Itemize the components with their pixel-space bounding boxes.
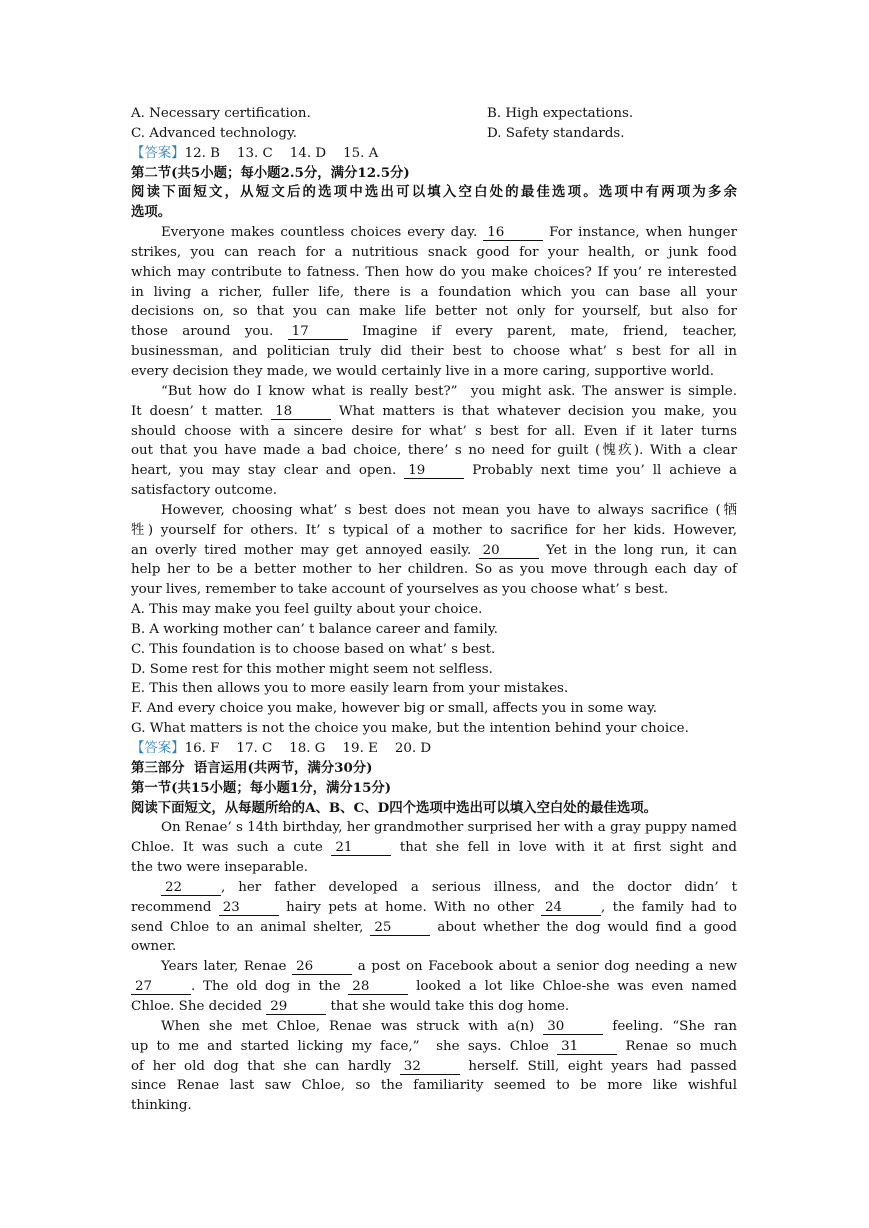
passage3-paragraph-3	[131, 957, 737, 1017]
answer-label: 【答案】	[131, 741, 185, 756]
blank-21: 21	[331, 840, 391, 856]
answer-label: 【答案】	[131, 145, 185, 161]
text-segment: up to me and started licking my face,” she says. Chloe	[131, 1038, 558, 1054]
blank-31: 31	[557, 1039, 617, 1055]
paragraph-line	[131, 918, 737, 938]
passage3-paragraph-2	[131, 878, 737, 957]
blank-23: 23	[219, 900, 279, 916]
option-item: F. And every choice you make, however big or small, affects you in some way.	[131, 701, 658, 717]
paragraph-line	[131, 461, 737, 481]
paragraph-line	[131, 937, 737, 957]
text-segment: strikes, you can reach for a nutritious snack good for your health, or junk food	[131, 244, 737, 260]
text-segment: looked a lot like Chloe-she was even named	[408, 979, 737, 995]
blank-22: 22	[161, 880, 221, 896]
text-segment: When she met Chloe, Renae was struck with a(n)	[161, 1018, 544, 1034]
paragraph-line	[131, 521, 737, 541]
paragraph-line	[131, 977, 737, 997]
paragraph-line	[131, 342, 737, 362]
blank-26: 26	[292, 959, 352, 975]
paragraph-line	[131, 838, 737, 858]
text-segment: For instance, when hunger	[543, 225, 737, 241]
text-segment: which may contribute to fatness. Then how do you make choices? If you’ re interested	[131, 264, 737, 280]
paragraph-line	[131, 818, 737, 838]
option-b: B. High expectations.	[487, 106, 634, 121]
paragraph-line	[131, 223, 737, 243]
blank-17: 17	[288, 324, 348, 340]
text-segment: recommend	[131, 899, 219, 915]
blank-30: 30	[543, 1019, 603, 1035]
blank-16: 16	[483, 225, 543, 241]
blank-20: 20	[479, 543, 539, 559]
text-segment: thinking.	[131, 1098, 192, 1114]
text-segment: an overly tired mother may get annoyed easily.	[131, 542, 479, 558]
blank-24: 24	[541, 900, 601, 916]
answer-key-1	[131, 144, 737, 164]
option-c: C. Advanced technology.	[131, 125, 298, 141]
paragraph-line	[131, 501, 737, 521]
text-segment: that she would take this dog home.	[326, 998, 570, 1014]
text-segment: Chloe. She decided	[131, 998, 267, 1014]
text-segment: satisfactory outcome.	[131, 483, 278, 499]
section2-instruction-line2: 选项。	[131, 204, 172, 221]
paragraph-line	[131, 957, 737, 977]
paragraph-line	[131, 858, 737, 878]
paragraph-line	[131, 441, 737, 461]
paragraph-line	[131, 580, 737, 600]
paragraph-line	[131, 560, 737, 580]
paragraph-line	[131, 1076, 737, 1096]
answer-key-2	[131, 739, 737, 759]
text-segment: On Renae’ s 14th birthday, her grandmother surprised her with a gray puppy named	[161, 820, 737, 836]
text-segment: . The old dog in the	[191, 979, 349, 995]
answer-text: 12. B 13. C 14. D 15. A	[184, 145, 379, 161]
text-segment: Probably next time you’ ll achieve a	[464, 463, 737, 479]
text-segment: It doesn’ t matter.	[131, 403, 272, 419]
blank-32: 32	[400, 1059, 460, 1075]
text-segment: about whether the dog would find a good	[430, 919, 737, 935]
paragraph-line	[131, 997, 737, 1017]
options-row-cd	[131, 124, 737, 144]
text-segment: businessman, and politician truly did their best to choose what’ s best for all in	[131, 344, 737, 360]
section2-heading: 第二节(共5小题；每小题2.5分，满分12.5分)	[131, 164, 410, 181]
section2-options	[131, 600, 737, 739]
text-segment: that she fell in love with it at first sight and	[391, 840, 737, 856]
text-segment: However, choosing what’ s best does not mean you have to always sacrifice (牺	[161, 502, 737, 518]
part3-instruction: 阅读下面短文，从每题所给的A、B、C、D四个选项中选出可以填入空白处的最佳选项。	[131, 799, 658, 816]
paragraph-line	[131, 481, 737, 501]
paragraph-line	[131, 302, 737, 322]
paragraph-line	[131, 422, 737, 442]
text-segment: 牲) yourself for others. It’ s typical of a mother to sacrifice for her kids. However,	[131, 522, 737, 538]
paragraph-line	[131, 243, 737, 263]
paragraph-line	[131, 263, 737, 283]
text-segment: those around you.	[131, 324, 288, 340]
text-segment: “But how do I know what is really best?” you might ask. The answer is simple.	[161, 383, 737, 399]
paragraph-line	[131, 283, 737, 303]
text-segment: herself. Still, eight years had passed	[459, 1058, 738, 1074]
text-segment: hairy pets at home. With no other	[278, 899, 542, 915]
option-item: B. A working mother can’ t balance career and family.	[131, 621, 498, 637]
blank-18: 18	[271, 404, 331, 420]
option-item: A. This may make you feel guilty about your choice.	[131, 602, 483, 618]
text-segment: in living a richer, fuller life, there is a foundation which you can base all your	[131, 284, 737, 300]
blank-28: 28	[348, 979, 408, 995]
text-segment: What matters is that whatever decision you make, you	[331, 403, 737, 419]
blank-19: 19	[404, 463, 464, 479]
part3-sub-heading: 第一节(共15小题；每小题1分，满分15分)	[131, 779, 392, 796]
option-item: E. This then allows you to more easily learn from your mistakes.	[131, 681, 569, 697]
text-segment: Imagine if every parent, mate, friend, teacher,	[347, 324, 737, 340]
passage2-paragraph-1	[131, 223, 737, 382]
text-segment: Yet in the long run, it can	[538, 542, 737, 558]
text-segment: Everyone makes countless choices every day.	[161, 225, 484, 241]
text-segment: a post on Facebook about a senior dog needing a new	[352, 959, 737, 975]
passage2-paragraph-2	[131, 382, 737, 501]
text-segment: owner.	[131, 939, 177, 955]
paragraph-line	[131, 1037, 737, 1057]
paragraph-line	[131, 1096, 737, 1116]
paragraph-line	[131, 898, 737, 918]
paragraph-line	[131, 1057, 737, 1077]
document-page	[131, 104, 737, 1116]
option-item: G. What matters is not the choice you make, but the intention behind your choice.	[131, 721, 689, 737]
option-item: C. This foundation is to choose based on what’ s best.	[131, 641, 496, 657]
text-segment: feeling. “She ran	[603, 1018, 738, 1034]
text-segment: help her to be a better mother to her children. So as you move through each day of	[131, 562, 737, 578]
text-segment: Renae so much	[617, 1038, 737, 1054]
text-segment: since Renae last saw Chloe, so the familiarity seemed to be more like wishful	[131, 1078, 737, 1094]
text-segment: send Chloe to an animal shelter,	[131, 919, 371, 935]
text-segment: out that you have made a bad choice, there’ s no need for guilt (愧疚). With a clear	[131, 443, 737, 459]
paragraph-line	[131, 382, 737, 402]
text-segment: Chloe. It was such a cute	[131, 840, 332, 856]
paragraph-line	[131, 1017, 737, 1037]
passage3-paragraph-1	[131, 818, 737, 878]
text-segment: , her father developed a serious illness, and the doctor didn’ t	[221, 879, 737, 895]
paragraph-line	[131, 402, 737, 422]
section2-instruction-line1: 阅读下面短文，从短文后的选项中选出可以填入空白处的最佳选项。选项中有两项为多余	[131, 184, 737, 201]
text-segment: of her old dog that she can hardly	[131, 1058, 400, 1074]
paragraph-line	[131, 878, 737, 898]
text-segment: Years later, Renae	[161, 959, 293, 975]
blank-29: 29	[266, 999, 326, 1015]
part3-heading: 第三部分 语言运用(共两节，满分30分)	[131, 759, 373, 776]
text-segment: decisions on, so that you can make life better not only for yourself, but also for	[131, 304, 737, 320]
answer-text: 16. F 17. C 18. G 19. E 20. D	[184, 741, 432, 756]
text-segment: should choose with a sincere desire for what’ s best for all. Even if it later turns	[131, 423, 737, 439]
text-segment: every decision they made, we would certainly live in a more caring, supportive world.	[131, 363, 715, 379]
option-d: D. Safety standards.	[487, 125, 625, 141]
text-segment: , the family had to	[601, 899, 737, 915]
option-a: A. Necessary certification.	[131, 106, 311, 121]
blank-27: 27	[131, 979, 191, 995]
paragraph-line	[131, 541, 737, 561]
options-row-ab	[131, 104, 737, 124]
text-segment: the two were inseparable.	[131, 860, 308, 876]
text-segment: heart, you may stay clear and open.	[131, 463, 405, 479]
text-segment: your lives, remember to take account of yourselves as you choose what’ s best.	[131, 582, 669, 598]
paragraph-line	[131, 362, 737, 382]
blank-25: 25	[370, 920, 430, 936]
option-item: D. Some rest for this mother might seem not selfless.	[131, 661, 493, 677]
passage2-paragraph-3	[131, 501, 737, 600]
paragraph-line	[131, 322, 737, 342]
passage3-paragraph-4	[131, 1017, 737, 1116]
